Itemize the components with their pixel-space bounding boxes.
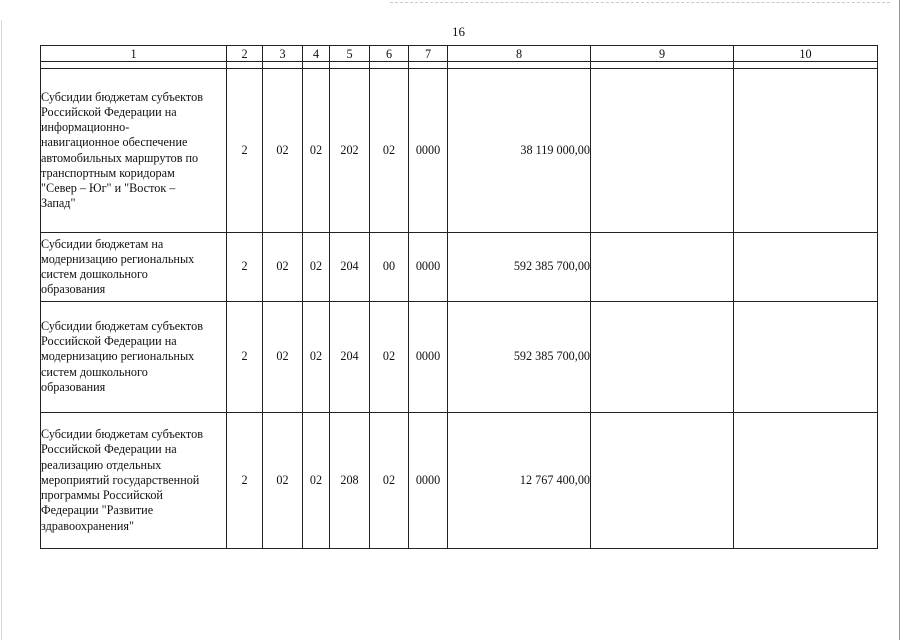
row-amount: 38 119 000,00 xyxy=(448,69,591,233)
row-description: Субсидии бюджетам субъектов Российской Федерации на реализацию отдельных мероприятий государственной программы Российской Федерации "Развитие здравоохранения" xyxy=(41,413,227,549)
row-col10 xyxy=(734,233,878,302)
row-description: Субсидии бюджетам субъектов Российской Федерации на информационно- навигационное обеспечение автомобильных маршрутов по транспортным коридорам "Север – Юг" и "Восток – Запад" xyxy=(41,69,227,233)
table-row xyxy=(41,302,878,413)
row-col3: 02 xyxy=(263,413,303,549)
row-col7: 0000 xyxy=(409,69,448,233)
scan-edge-top xyxy=(390,2,890,3)
row-col5: 204 xyxy=(330,233,370,302)
row-col5: 202 xyxy=(330,69,370,233)
row-col4: 02 xyxy=(303,413,330,549)
row-col9 xyxy=(591,233,734,302)
row-col10 xyxy=(734,302,878,413)
row-col6: 02 xyxy=(370,302,409,413)
row-col3: 02 xyxy=(263,69,303,233)
row-description: Субсидии бюджетам субъектов Российской Федерации на модернизацию региональных систем дошкольного образования xyxy=(41,302,227,413)
header-cell: 8 xyxy=(448,46,591,62)
row-col2: 2 xyxy=(227,302,263,413)
row-amount: 592 385 700,00 xyxy=(448,302,591,413)
header-cell: 1 xyxy=(41,46,227,62)
header-cell: 3 xyxy=(263,46,303,62)
row-amount: 592 385 700,00 xyxy=(448,233,591,302)
row-col4: 02 xyxy=(303,69,330,233)
row-col10 xyxy=(734,413,878,549)
header-row xyxy=(41,46,878,62)
row-col5: 208 xyxy=(330,413,370,549)
row-col2: 2 xyxy=(227,413,263,549)
header-cell: 5 xyxy=(330,46,370,62)
row-col7: 0000 xyxy=(409,233,448,302)
budget-table xyxy=(40,45,878,549)
scan-edge-right xyxy=(899,0,900,640)
row-col3: 02 xyxy=(263,233,303,302)
row-col4: 02 xyxy=(303,233,330,302)
row-col7: 0000 xyxy=(409,302,448,413)
header-cell: 6 xyxy=(370,46,409,62)
row-col6: 02 xyxy=(370,69,409,233)
row-col10 xyxy=(734,69,878,233)
header-cell: 7 xyxy=(409,46,448,62)
row-col5: 204 xyxy=(330,302,370,413)
row-col6: 00 xyxy=(370,233,409,302)
row-amount: 12 767 400,00 xyxy=(448,413,591,549)
page-number: 16 xyxy=(452,24,465,39)
spacer-row xyxy=(41,62,878,69)
table-row xyxy=(41,413,878,549)
header-cell: 10 xyxy=(734,46,878,62)
table-row xyxy=(41,69,878,233)
header-cell: 4 xyxy=(303,46,330,62)
row-col3: 02 xyxy=(263,302,303,413)
row-col4: 02 xyxy=(303,302,330,413)
header-cell: 2 xyxy=(227,46,263,62)
row-col2: 2 xyxy=(227,69,263,233)
scan-edge-left xyxy=(1,20,2,640)
table-row xyxy=(41,233,878,302)
row-col2: 2 xyxy=(227,233,263,302)
row-col6: 02 xyxy=(370,413,409,549)
row-col7: 0000 xyxy=(409,413,448,549)
row-col9 xyxy=(591,302,734,413)
row-col9 xyxy=(591,413,734,549)
row-col9 xyxy=(591,69,734,233)
header-cell: 9 xyxy=(591,46,734,62)
row-description: Субсидии бюджетам на модернизацию региональных систем дошкольного образования xyxy=(41,233,227,302)
